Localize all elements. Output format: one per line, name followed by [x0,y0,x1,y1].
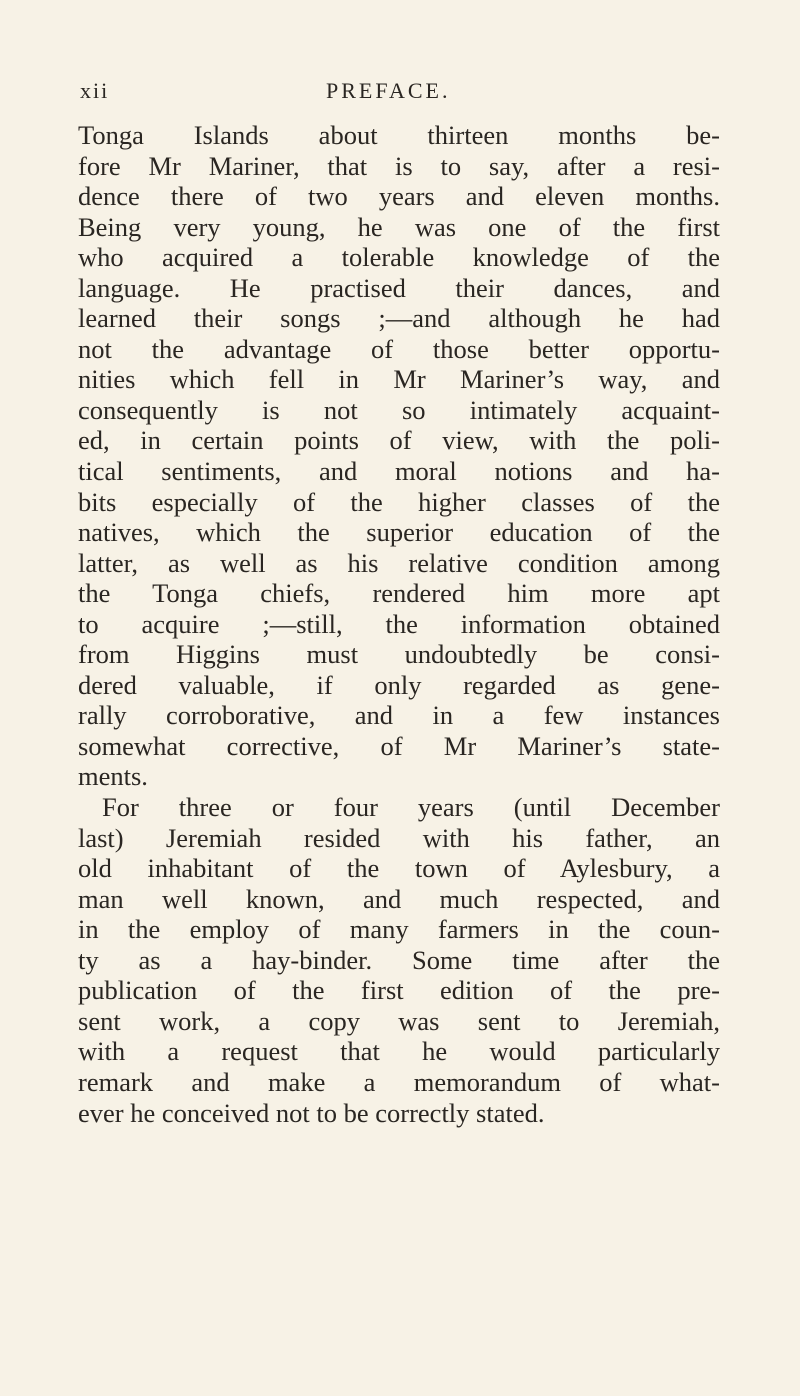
text-line: latter, as well as his relative condition among [78,547,720,578]
text-line: publication of the first edition of the pre- [78,975,720,1006]
text-line: nities which fell in Mr Mariner’s way, and [78,364,720,395]
page-number: xii [80,78,110,103]
text-line: Being very young, he was one of the first [78,211,720,242]
text-line: the Tonga chiefs, rendered him more apt [78,578,720,609]
text-line: remark and make a memorandum of what- [78,1066,720,1097]
text-line: learned their songs ;—and although he had [78,303,720,334]
text-line: last) Jeremiah resided with his father, an [78,822,720,853]
running-title: PREFACE. [326,78,451,103]
text-line: with a request that he would particularly [78,1036,720,1067]
text-line: bits especially of the higher classes of the [78,486,720,517]
body-text [78,120,720,1128]
text-line: not the advantage of those better opportu- [78,333,720,364]
text-line: sent work, a copy was sent to Jeremiah, [78,1005,720,1036]
text-line: Tonga Islands about thirteen months be- [78,120,720,150]
text-line: ments. [78,761,148,792]
text-line: rally corroborative, and in a few instances [78,700,720,731]
text-line: ever he conceived not to be correctly stated. [78,1097,545,1128]
text-line: fore Mr Mariner, that is to say, after a resi- [78,150,720,181]
text-line: who acquired a tolerable knowledge of the [78,242,720,273]
text-line: tical sentiments, and moral notions and ha- [78,456,720,487]
text-line: from Higgins must undoubtedly be consi- [78,639,720,670]
text-line: man well known, and much respected, and [78,883,720,914]
text-line: natives, which the superior education of the [78,517,720,548]
text-line: somewhat corrective, of Mr Mariner’s state- [78,730,720,761]
text-line: to acquire ;—still, the information obtained [78,608,720,639]
text-line: consequently is not so intimately acquaint- [78,394,720,425]
text-line: ed, in certain points of view, with the poli- [78,425,720,456]
text-line: ty as a hay-binder. Some time after the [78,944,720,975]
text-line: For three or four years (until December [102,792,720,823]
text-line: dered valuable, if only regarded as gene- [78,669,720,700]
text-line: in the employ of many farmers in the coun- [78,914,720,945]
text-line: dence there of two years and eleven months. [78,181,720,212]
running-head [80,78,720,112]
text-line: old inhabitant of the town of Aylesbury, a [78,853,720,884]
text-line: language. He practised their dances, and [78,272,720,303]
